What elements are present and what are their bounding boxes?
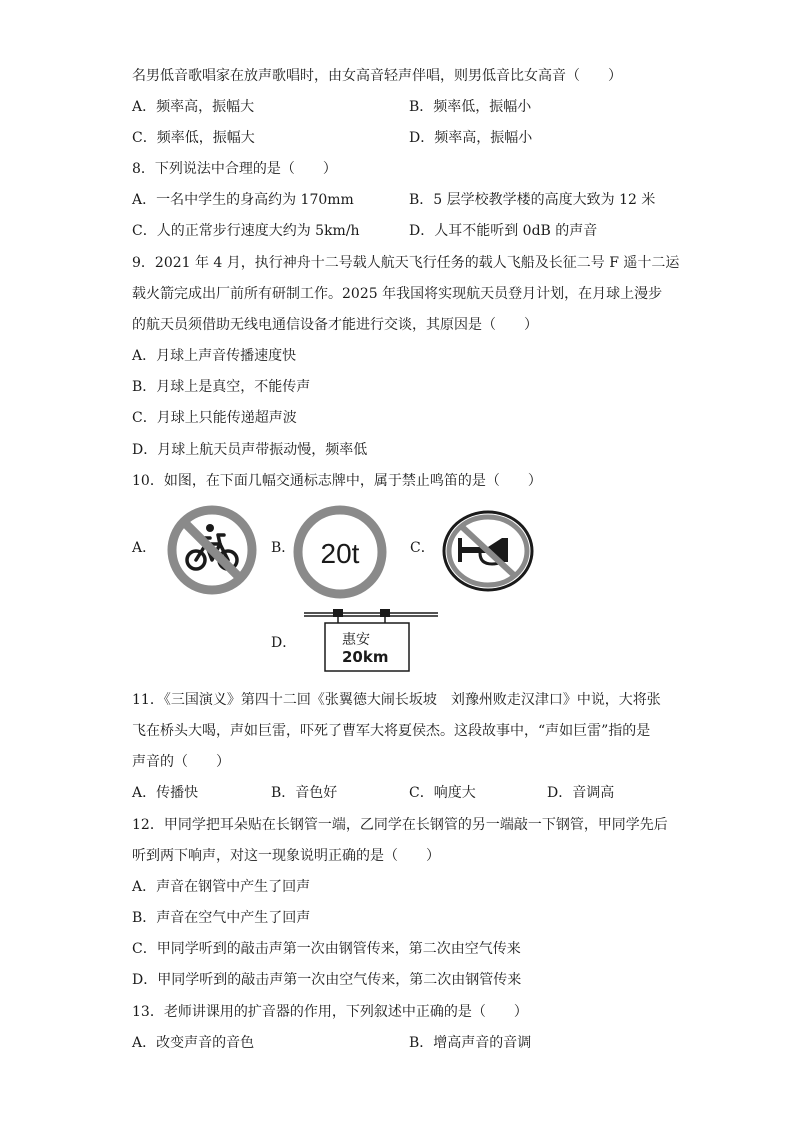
q7-option-b: B．频率低，振幅小 — [409, 99, 532, 115]
q7-option-a: A．频率高，振幅大 — [132, 99, 255, 115]
q9-option-d: D．月球上航天员声带振动慢，频率低 — [132, 442, 368, 458]
q9-option-b: B．月球上是真空，不能传声 — [132, 379, 311, 395]
q11-stem-line1: 11．《三国演义》第四十二回《张翼德大闹长坂坡 刘豫州败走汉津口》中说，大将张 — [132, 692, 661, 708]
q12-option-a: A．声音在钢管中产生了回声 — [132, 879, 311, 895]
q8-option-d: D．人耳不能听到 0dB 的声音 — [409, 223, 598, 239]
q9-stem-line2: 载火箭完成出厂前所有研制工作。2025 年我国将实现航天员登月计划，在月球上漫步 — [132, 286, 663, 302]
q12-option-b: B．声音在空气中产生了回声 — [132, 910, 311, 926]
q12-option-d: D．甲同学听到的敲击声第一次由空气传来，第二次由钢管传来 — [132, 972, 522, 988]
no-bicycle-sign-icon — [166, 504, 258, 596]
distance-text: 20km — [342, 648, 389, 666]
weight-limit-sign-icon — [292, 504, 388, 600]
q7-stem: 名男低音歌唱家在放声歌唱时，由女高音轻声伴唱，则男低音比女高音（ ） — [132, 68, 622, 84]
q9-option-c: C．月球上只能传递超声波 — [132, 410, 297, 426]
q10-label-d: D． — [271, 635, 297, 651]
q10-stem: 10．如图，在下面几幅交通标志牌中，属于禁止鸣笛的是（ ） — [132, 473, 542, 489]
q12-option-c: C．甲同学听到的敲击声第一次由钢管传来，第二次由空气传来 — [132, 941, 521, 957]
q9-stem-line3: 的航天员须借助无线电通信设备才能进行交谈，其原因是（ ） — [132, 317, 538, 333]
distance-sign-icon — [300, 606, 440, 676]
q11-option-c: C．响度大 — [409, 785, 476, 801]
q9-stem-line1: 9．2021 年 4 月，执行神舟十二号载人航天飞行任务的载人飞船及长征二号 F 遥十二运 — [132, 255, 680, 271]
q11-option-b: B．音色好 — [271, 785, 338, 801]
q10-label-a: A． — [132, 540, 157, 556]
q12-stem-line1: 12．甲同学把耳朵贴在长钢管一端，乙同学在长钢管的另一端敲一下钢管，甲同学先后 — [132, 817, 668, 833]
destination-text: 惠安 — [342, 632, 370, 648]
q11-stem-line2: 飞在桥头大喝，声如巨雷，吓死了曹军大将夏侯杰。这段故事中，“声如巨雷”指的是 — [132, 723, 651, 739]
q11-option-d: D．音调高 — [547, 785, 615, 801]
no-horn-sign-icon — [440, 508, 536, 594]
q8-option-c: C．人的正常步行速度大约为 5km/h — [132, 223, 360, 239]
q11-option-a: A．传播快 — [132, 785, 199, 801]
q10-label-c: C． — [410, 540, 435, 556]
q12-stem-line2: 听到两下响声，对这一现象说明正确的是（ ） — [132, 848, 440, 864]
q10-label-b: B． — [271, 540, 296, 556]
q8-option-a: A．一名中学生的身高约为 170mm — [132, 192, 354, 208]
q7-option-d: D．频率高，振幅小 — [409, 130, 533, 146]
weight-limit-text: 20t — [320, 538, 360, 569]
q11-stem-line3: 声音的（ ） — [132, 754, 230, 770]
q8-stem: 8．下列说法中合理的是（ ） — [132, 161, 337, 177]
q13-option-a: A．改变声音的音色 — [132, 1035, 255, 1051]
q7-option-c: C．频率低，振幅大 — [132, 130, 255, 146]
q8-option-b: B．5 层学校教学楼的高度大致为 12 米 — [409, 192, 656, 208]
q13-stem: 13．老师讲课用的扩音器的作用，下列叙述中正确的是（ ） — [132, 1004, 528, 1020]
q13-option-b: B．增高声音的音调 — [409, 1035, 532, 1051]
q9-option-a: A．月球上声音传播速度快 — [132, 348, 297, 364]
